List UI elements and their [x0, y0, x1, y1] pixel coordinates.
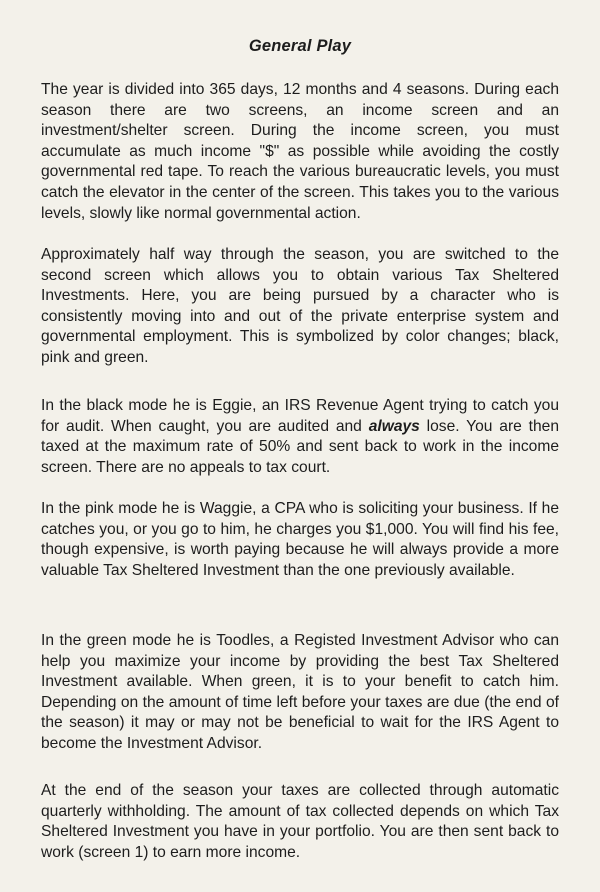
paragraph-green-mode: In the green mode he is Toodles, a Registed Investment Advisor who can help you maximize your income by providing the best Tax Sheltered Investment available. When green, it is to your benefit to catch him. Depending on the amount of time left before your taxes are due (the end of the season) it may or may not be beneficial to wait for the IRS Agent to become the Investment Advisor.: [41, 632, 559, 752]
black-mode-text-after: lose. You are then taxed at the maximum rate of 50% and sent back to work in the income screen. There are no appeals to tax court.: [41, 417, 559, 476]
paragraph-black-mode: [41, 396, 559, 478]
paragraph-end-of-season: At the end of the season your taxes are collected through automatic quarterly withholding. The amount of tax collected depends on which Tax Sheltered Investment you have in your portfolio. You are then sent back to work (screen 1) to earn more income.: [41, 782, 559, 861]
section-heading: General Play: [248, 37, 352, 55]
emphasis-always: always: [368, 417, 420, 435]
black-mode-text-before: In the black mode he is Eggie, an IRS Revenue Agent trying to catch you for audit. When caught, you are audited and: [41, 397, 559, 435]
paragraph-pink-mode: In the pink mode he is Waggie, a CPA who is soliciting your business. If he catches you, or you go to him, he charges you $1,000. You will find his fee, though expensive, is worth paying because he will always provide a more valuable Tax Sheltered Investment than the one previously available.: [41, 500, 559, 579]
paragraph-seasons: The year is divided into 365 days, 12 months and 4 seasons. During each season there are two screens, an income screen and an investment/shelter screen. During the income screen, you must accumulate as much income "$" as possible while avoiding the costly governmental red tape. To reach the various bureaucratic levels, you must catch the elevator in the center of the screen. This takes you to the various levels, slowly like normal governmental action.: [41, 81, 559, 222]
paragraph-second-screen: Approximately half way through the season, you are switched to the second screen which allows you to obtain various Tax Sheltered Investments. Here, you are being pursued by a character who is consistently moving into and out of the private enterprise system and governmental employment. This is symbolized by color changes; black, pink and green.: [41, 246, 559, 366]
